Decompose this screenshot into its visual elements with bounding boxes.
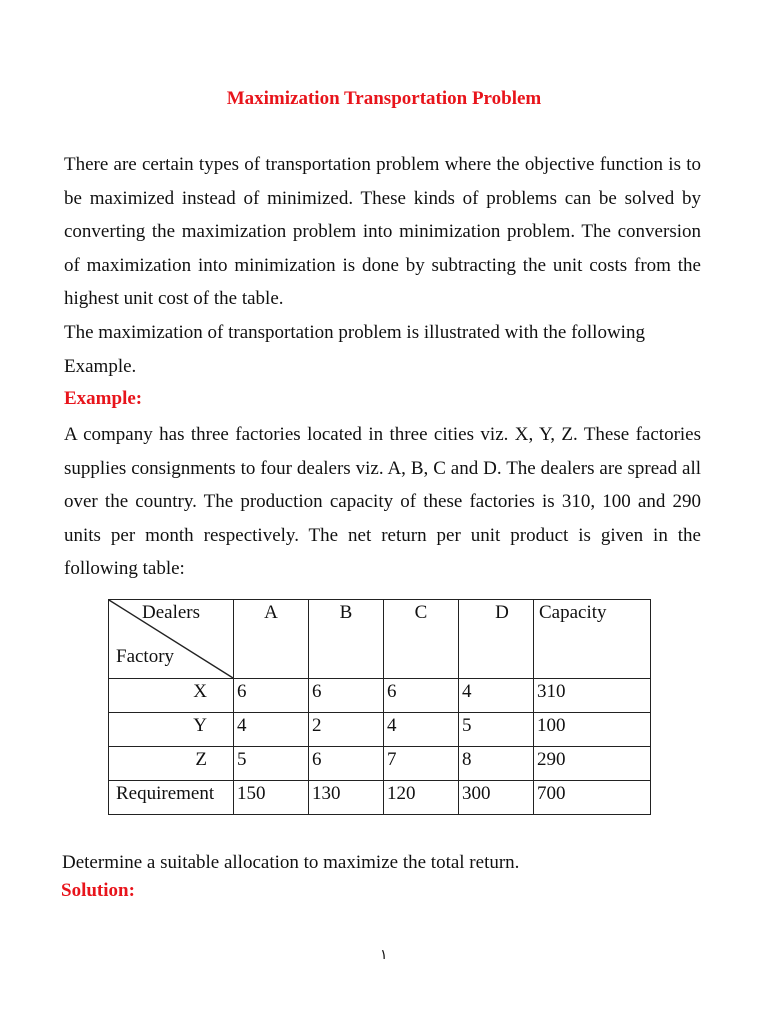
table-cell: 100 — [534, 713, 651, 747]
page-number: ١ — [380, 948, 388, 963]
page-title: Maximization Transportation Problem — [226, 88, 542, 109]
table-cell: 150 — [234, 781, 309, 815]
solution-heading: Solution: — [61, 880, 135, 901]
table-cell: 310 — [534, 679, 651, 713]
row-label-z: Z — [109, 747, 234, 781]
table-row — [109, 713, 651, 747]
table-cell: 300 — [459, 781, 534, 815]
table-row — [109, 679, 651, 713]
table-row — [109, 747, 651, 781]
table-cell: 290 — [534, 747, 651, 781]
row-label-x: X — [109, 679, 234, 713]
intro-paragraph: There are certain types of transportation problem where the objective function is to be maximized instead of minimized. These kinds of problems can be solved by converting the maximization problem into minimization problem. The conversion of maximization into minimization is done by subtracting the unit costs from the highest unit cost of the table. — [64, 154, 701, 310]
table-cell: 4 — [384, 713, 459, 747]
column-header-b: B — [309, 600, 384, 679]
example-heading: Example: — [64, 388, 143, 409]
table-cell: 7 — [384, 747, 459, 781]
table-cell: 4 — [234, 713, 309, 747]
determine-paragraph: Determine a suitable allocation to maximize the total return. — [62, 852, 520, 873]
column-header-capacity: Capacity — [534, 600, 651, 679]
row-label-y: Y — [109, 713, 234, 747]
corner-factory-label: Factory — [116, 646, 175, 667]
column-header-c: C — [384, 600, 459, 679]
table-cell: 6 — [384, 679, 459, 713]
table-cell: 5 — [459, 713, 534, 747]
example-paragraph: A company has three factories located in three cities viz. X, Y, Z. These factories supplies consignments to four dealers viz. A, B, C and D. The dealers are spread all over the country. The production capacity of these factories is 310, 100 and 290 units per month respectively. The net return per unit product is given in the following table: — [64, 424, 701, 580]
column-header-d: D — [459, 600, 534, 679]
table-cell: 6 — [309, 747, 384, 781]
column-header-a: A — [234, 600, 309, 679]
table-cell: 130 — [309, 781, 384, 815]
illustration-paragraph: The maximization of transportation problem is illustrated with the following Example. — [64, 322, 645, 377]
table-cell: 6 — [234, 679, 309, 713]
table-cell: 5 — [234, 747, 309, 781]
table-cell: 700 — [534, 781, 651, 815]
table-cell: 8 — [459, 747, 534, 781]
table-cell: 6 — [309, 679, 384, 713]
row-label-requirement: Requirement — [109, 781, 234, 815]
table-corner-cell — [109, 600, 234, 679]
net-return-table — [108, 599, 651, 815]
requirement-row — [109, 781, 651, 815]
table-cell: 2 — [309, 713, 384, 747]
corner-dealers-label: Dealers — [142, 602, 201, 623]
table-cell: 120 — [384, 781, 459, 815]
table-cell: 4 — [459, 679, 534, 713]
